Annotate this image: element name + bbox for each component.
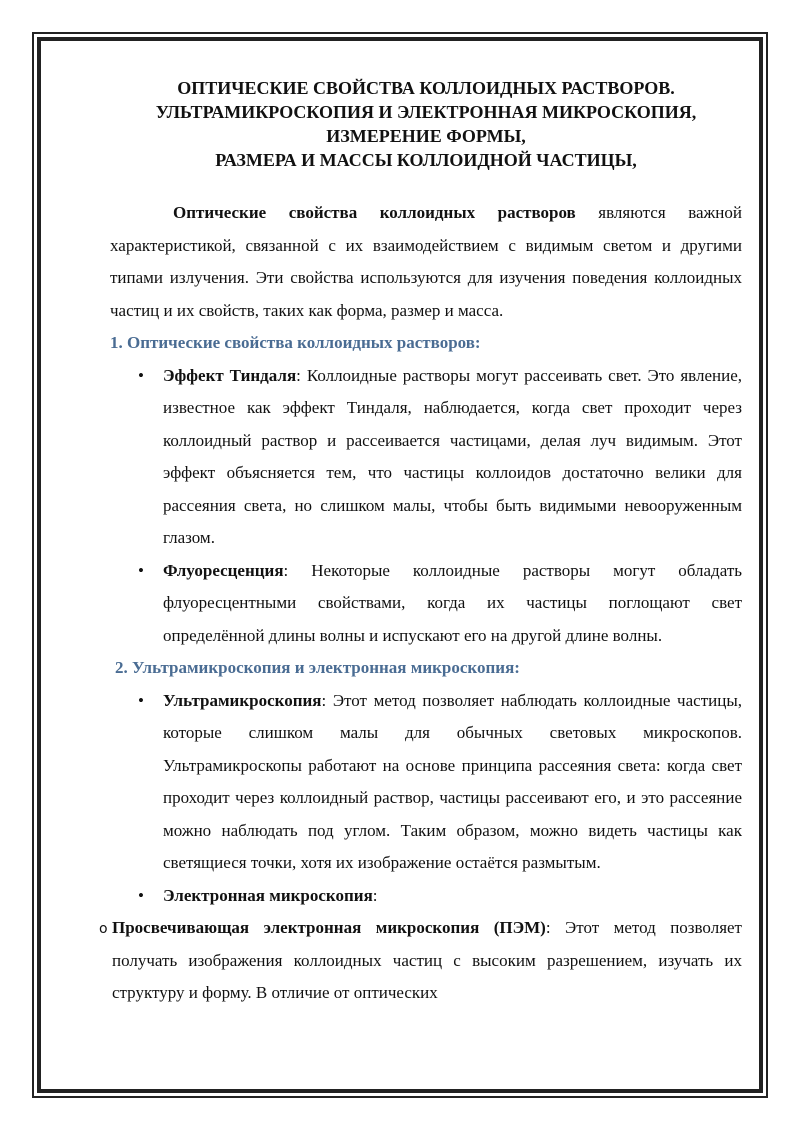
item-text: :: [372, 885, 378, 905]
bullet-icon: •: [138, 690, 144, 710]
sub-item-text: : Этот метод позволяет получать изображения коллоидных частиц с высоким разрешением, изучать их структуру и форму. В отличие от оптических: [112, 918, 742, 1002]
sub-item-bold: Просвечивающая электронная микроскопия (ПЭМ): [112, 918, 546, 937]
item-bold: Флуоресценция: [163, 560, 284, 580]
section-1-heading: 1. Оптические свойства коллоидных растворов:: [110, 333, 481, 352]
sub-item-content: [112, 912, 742, 1010]
title-line-2: УЛЬТРАМИКРОСКОПИЯ И ЭЛЕКТРОННАЯ МИКРОСКОПИЯ,: [155, 102, 697, 122]
intro-bold: Оптические свойства коллоидных растворов: [173, 203, 576, 222]
item-bold: Эффект Тиндаля: [163, 365, 297, 385]
document-title: [110, 76, 742, 172]
sub-list-item-tem: [99, 912, 742, 1010]
list-item-electron-microscopy: [138, 880, 742, 913]
intro-paragraph: [110, 197, 742, 327]
item-text: : Этот метод позволяет наблюдать коллоидные частицы, которые слишком малы для обычных световых микроскопов. Ультрамикроскопы работают на основе принципа рассеяния света: когда свет проходит через коллоидный раствор, частицы рассеивают его, и это рассеяние можно наблюдать под углом. Таким образом, можно видеть частицы как светящиеся точки, хотя их изображение остаётся размытым.: [163, 690, 742, 872]
item-bold: Ультрамикроскопия: [163, 690, 322, 710]
bullet-icon: •: [138, 885, 144, 905]
section-2-list: [110, 685, 742, 913]
bullet-icon: •: [138, 365, 144, 385]
document-page: [99, 76, 742, 1010]
intro-text: являются важной характеристикой, связанной с их взаимодействием с видимым светом и другими типами излучения. Эти свойства используются для изучения поведения коллоидных частиц и их свойств, таких как форма, размер и масса.: [110, 203, 742, 320]
item-text: : Некоторые коллоидные растворы могут обладать флуоресцентными свойствами, когда их частицы поглощают свет определённой длины волны и испускают его на другой длине волны.: [163, 560, 742, 645]
list-item-fluorescence: [138, 555, 742, 653]
bullet-icon: •: [138, 560, 144, 580]
title-line-4: РАЗМЕРА И МАССЫ КОЛЛОИДНОЙ ЧАСТИЦЫ,: [215, 150, 637, 170]
section-2-heading: 2. Ультрамикроскопия и электронная микроскопия:: [115, 658, 520, 677]
title-line-3: ИЗМЕРЕНИЕ ФОРМЫ,: [326, 126, 526, 146]
item-text: : Коллоидные растворы могут рассеивать свет. Это явление, известное как эффект Тиндаля, наблюдается, когда свет проходит через коллоидный раствор и рассеивается частицами, делая луч видимым. Этот эффект объясняется тем, что частицы коллоидов достаточно велики для рассеяния света, но слишком малы, чтобы быть видимыми невооруженным глазом.: [163, 365, 742, 547]
section-1-list: [110, 360, 742, 653]
item-bold: Электронная микроскопия: [163, 885, 373, 905]
circle-bullet-icon: o: [99, 921, 108, 937]
title-line-1: ОПТИЧЕСКИЕ СВОЙСТВА КОЛЛОИДНЫХ РАСТВОРОВ.: [177, 78, 675, 98]
list-item-ultramicroscopy: [138, 685, 742, 880]
list-item-tyndall: [138, 360, 742, 555]
